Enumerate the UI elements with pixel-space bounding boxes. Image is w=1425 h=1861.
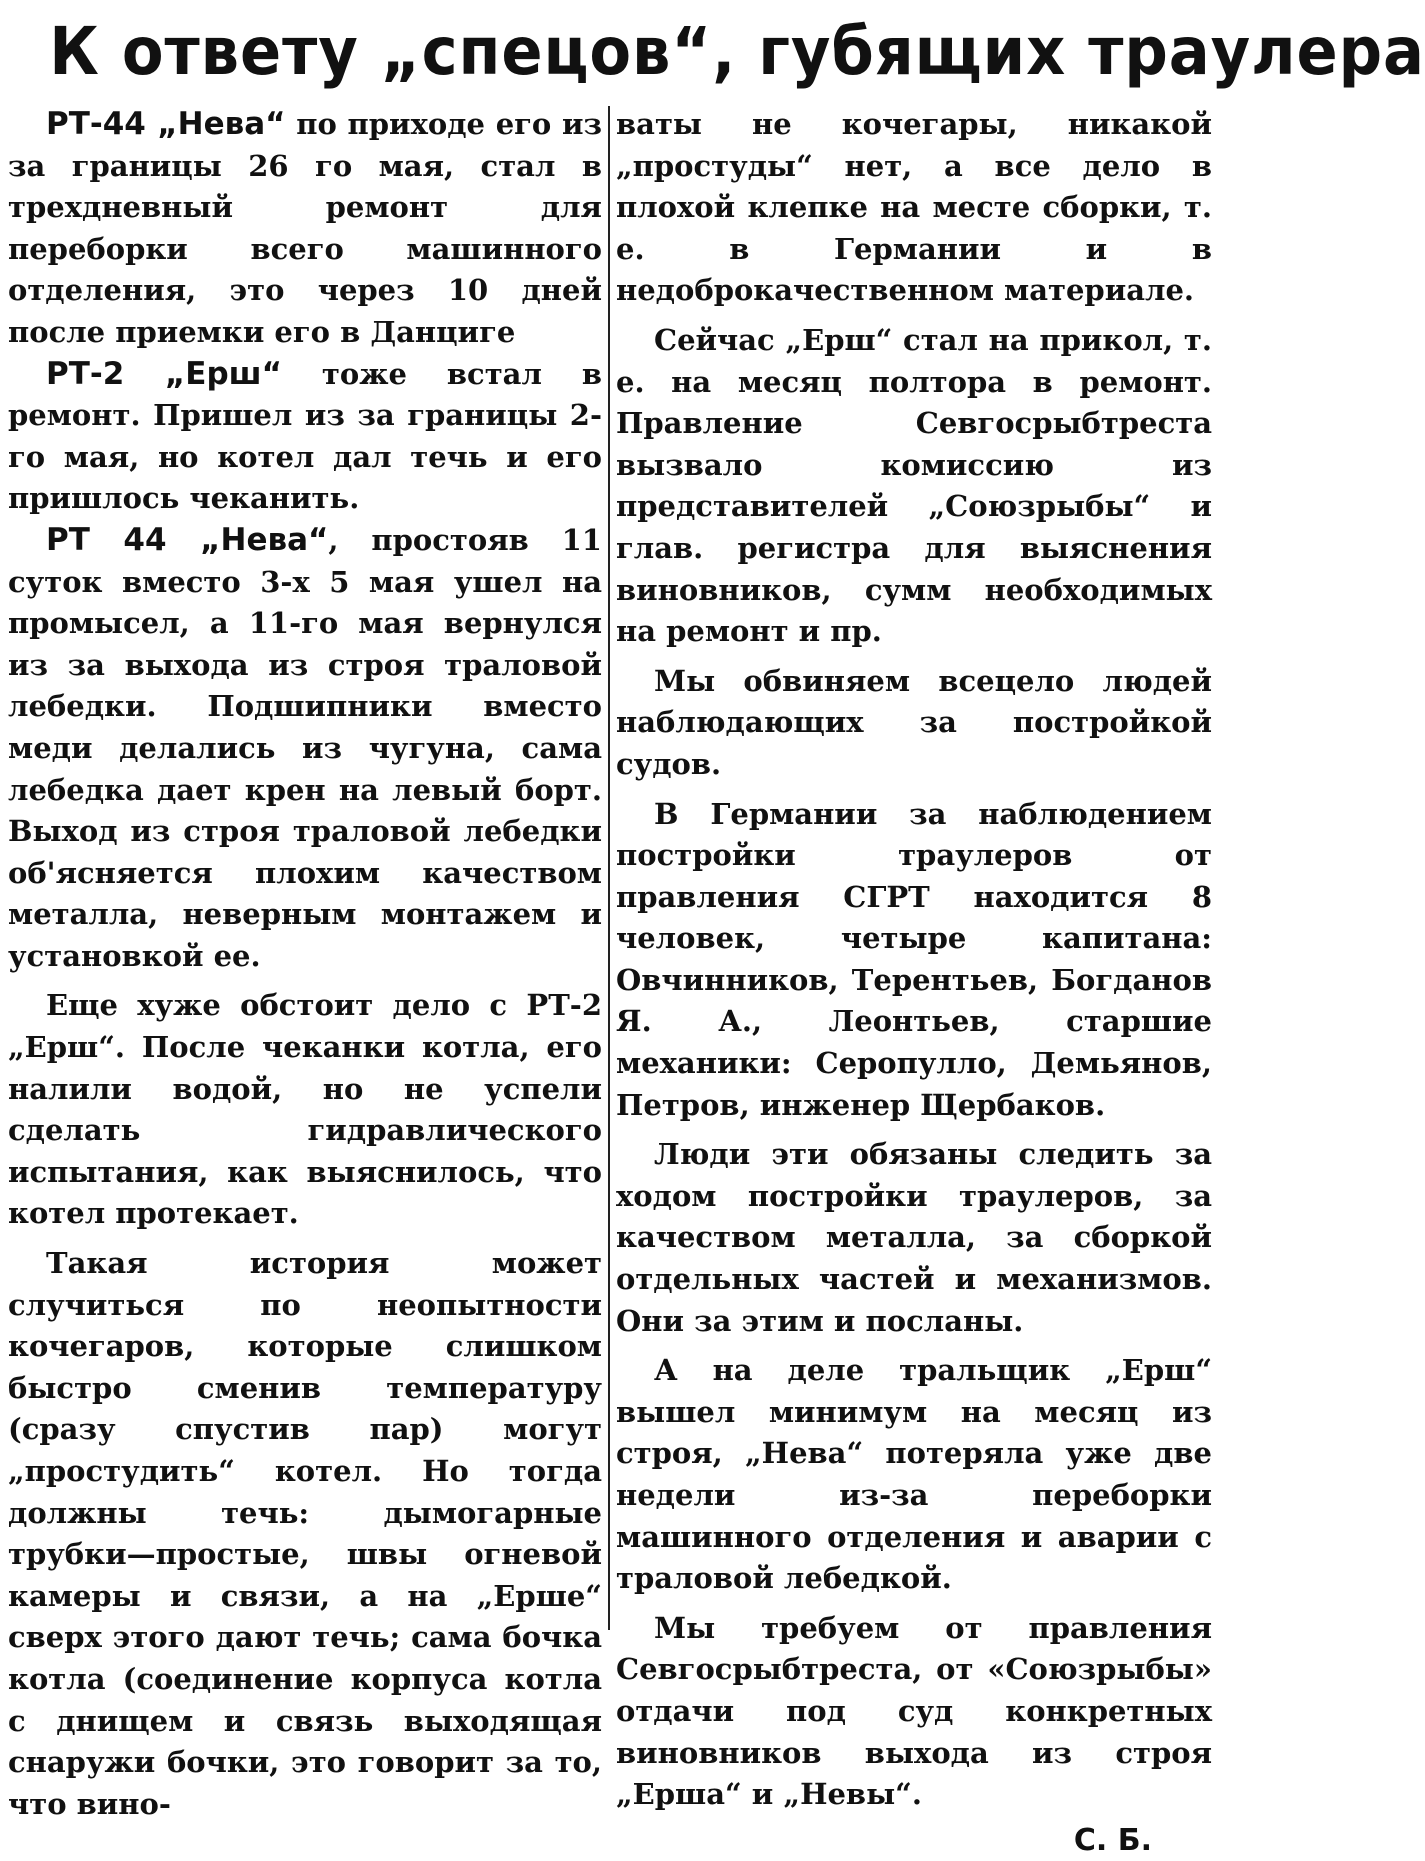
paragraph-accusation: Мы обвиняем всецело людей наблюдающих за постройкой судов. bbox=[616, 663, 1212, 781]
headline: К ответу „спецов“, губящих траулера bbox=[49, 13, 1425, 90]
paragraph-supervisors: В Германии за наблюдением постройки траулеров от правления СГРТ находится 8 человек, четыре капитана: Овчинников, Терентьев, Богданов Я. А., Леонтьев, старшие механики: Серопулло, Демьянов, Петров, инженер Щербаков. bbox=[616, 796, 1212, 1122]
paragraph-stokers bbox=[8, 1243, 602, 1825]
paragraph-consequences: А на деле тральщик „Ерш“ вышел минимум на месяц из строя, „Нева“ потеряла уже две недели из-за переборки машинного отделения и аварии с траловой лебедкой. bbox=[616, 1353, 1212, 1596]
paragraph-neva-winch bbox=[8, 520, 602, 978]
lead-vessel-name: РТ-2 „Ерш“ bbox=[46, 355, 282, 392]
lead-vessel-name: РТ-44 „Нева“ bbox=[46, 106, 286, 142]
right-column bbox=[616, 104, 1212, 1858]
paragraph-text: Еще хуже обстоит дело с РТ-2 „Ерш“. После чеканки котла, его налили водой, но не успели сделать гидравлического испытания, как выяснилось, что котел протекает. bbox=[8, 988, 602, 1231]
paragraph-text: тоже встал в ремонт. Пришел из за границы 2-го мая, но котел дал течь и его пришлось чеканить. bbox=[8, 356, 603, 516]
lead-vessel-name: РТ 44 „Нева“ bbox=[46, 521, 329, 558]
paragraph-demand: Мы требуем от правления Севгосрыбтреста, от «Союзрыбы» отдачи под суд конкретных виновников выхода из строя „Ерша“ и „Невы“. bbox=[616, 1610, 1212, 1812]
paragraph-ersh-repair bbox=[8, 354, 602, 520]
paragraph-duties: Люди эти обязаны следить за ходом постройки траулеров, за качеством металла, за сборкой отдельных частей и механизмов. Они за этим и посланы. bbox=[616, 1137, 1212, 1338]
column-divider bbox=[608, 106, 610, 1630]
paragraph-continuation: ваты не кочегары, никакой „простуды“ нет, а все дело в плохой клепке на месте сборки, т. е. в Германии и в недоброкачественном материале. bbox=[616, 107, 1212, 308]
paragraph-text: по приходе его из за границы 26 го мая, стал в трехдневный ремонт для переборки всего машинного отделения, это через 10 дней после приемки его в Данциге bbox=[8, 107, 602, 349]
paragraph-text: , простояв 11 суток вместо 3-х 5 мая ушел на промысел, а 11-го мая вернулся из за выхода из строя траловой лебедки. Подшипники вместо меди делались из чугуна, сама лебедка дает крен на левый борт. Выход из строя траловой лебедки об'ясняется плохим качеством металла, неверным монтажем и установкой ее. bbox=[8, 522, 602, 973]
paragraph-text: Такая история может случиться по неопытности кочегаров, которые слишком быстро сменив температуру (сразу спустив пар) могут „простудить“ котел. Но тогда должны течь: дымогарные трубки—простые, швы огневой камеры и связи, а на „Ерше“ сверх этого дают течь; сама бочка котла (соединение корпуса котла с днищем и связь выходящая снаружи бочки, это говорит за то, что вино- bbox=[8, 1246, 602, 1821]
paragraph-ersh-boiler bbox=[8, 985, 602, 1235]
author-signature: С. Б. bbox=[1073, 1822, 1152, 1858]
paragraph-neva-arrival bbox=[8, 104, 602, 354]
paragraph-ersh-moored: Сейчас „Ерш“ стал на прикол, т. е. на месяц полтора в ремонт. Правление Севгосрыбтреста вызвало комиссию из представителей „Союзрыбы“ и глав. регистра для выяснения виновников, сумм необходимых на ремонт и пр. bbox=[616, 322, 1212, 649]
left-column bbox=[8, 104, 603, 1821]
